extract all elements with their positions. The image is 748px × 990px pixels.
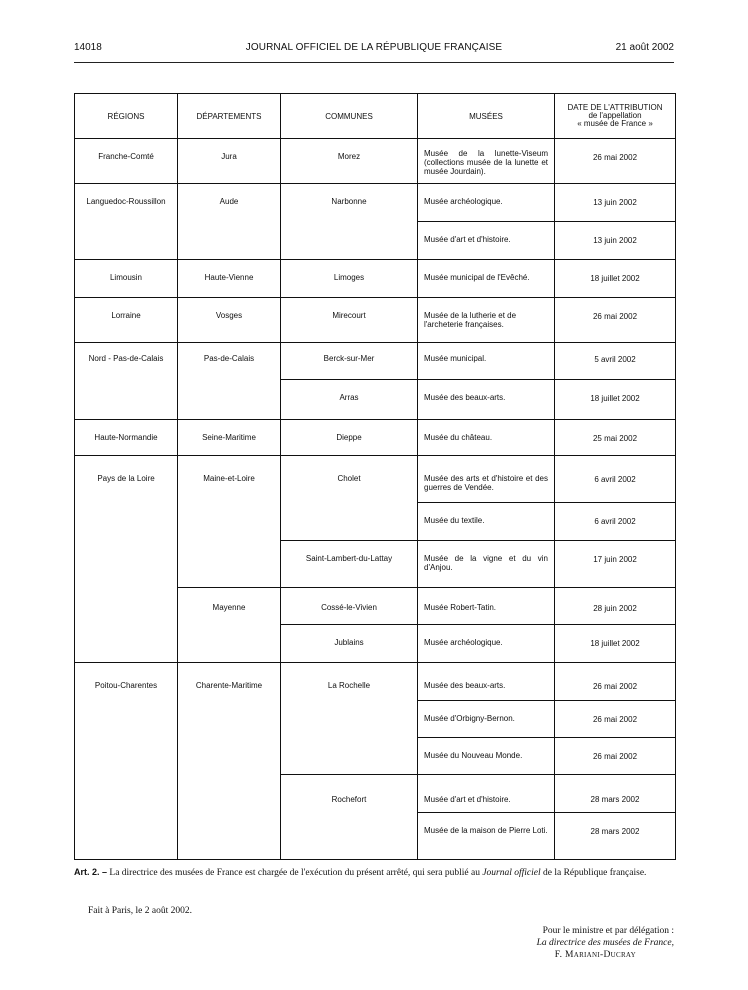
col-header-communes: COMMUNES <box>281 94 418 139</box>
page-number: 14018 <box>74 42 102 53</box>
date-cell: 25 mai 2002 <box>555 420 676 456</box>
commune-cell: Arras <box>281 380 418 420</box>
commune-cell: Limoges <box>281 260 418 298</box>
commune-cell: La Rochelle <box>281 663 418 775</box>
musee-cell: Musée d'art et d'histoire. <box>418 222 555 260</box>
table-row <box>75 184 676 222</box>
commune-cell: Narbonne <box>281 184 418 260</box>
commune-cell: Dieppe <box>281 420 418 456</box>
musee-cell: Musée de la lunette-Viseum (collections musée de la lunette et musée Jourdain). <box>418 139 555 184</box>
col-header-date <box>555 94 676 139</box>
region-cell: Lorraine <box>75 298 178 343</box>
signature-block <box>434 925 674 961</box>
commune-cell: Mirecourt <box>281 298 418 343</box>
date-cell: 5 avril 2002 <box>555 343 676 380</box>
date-cell: 17 juin 2002 <box>555 541 676 588</box>
departement-cell: Vosges <box>178 298 281 343</box>
departement-cell: Maine-et-Loire <box>178 456 281 588</box>
table-row <box>75 456 676 503</box>
musee-cell: Musée de la maison de Pierre Loti. <box>418 813 555 860</box>
table-row <box>75 260 676 298</box>
departement-cell: Aude <box>178 184 281 260</box>
date-cell: 26 mai 2002 <box>555 298 676 343</box>
musee-cell: Musée des beaux-arts. <box>418 663 555 701</box>
article-label: Art. 2. – <box>74 867 108 877</box>
departement-cell: Pas-de-Calais <box>178 343 281 420</box>
commune-cell: Jublains <box>281 625 418 663</box>
musee-cell: Musée du château. <box>418 420 555 456</box>
article-2 <box>74 866 674 879</box>
article-text-after: de la République française. <box>543 868 647 878</box>
region-cell: Poitou-Charentes <box>75 663 178 860</box>
commune-cell: Cossé-le-Vivien <box>281 588 418 625</box>
commune-cell: Rochefort <box>281 775 418 860</box>
table-row <box>75 663 676 701</box>
page-header <box>74 42 674 56</box>
musee-cell: Musée archéologique. <box>418 184 555 222</box>
date-cell: 18 juillet 2002 <box>555 380 676 420</box>
region-cell: Haute-Normandie <box>75 420 178 456</box>
signature-line2: La directrice des musées de France, <box>536 938 674 948</box>
departement-cell: Charente-Maritime <box>178 663 281 860</box>
issue-date: 21 août 2002 <box>615 42 674 53</box>
header-rule <box>74 62 674 63</box>
musee-cell: Musée de la lutherie et de l'archeterie françaises. <box>418 298 555 343</box>
musee-cell: Musée municipal. <box>418 343 555 380</box>
musee-cell: Musée d'Orbigny-Bernon. <box>418 701 555 738</box>
journal-name: Journal officiel <box>482 868 541 878</box>
table-row <box>75 343 676 380</box>
commune-cell: Berck-sur-Mer <box>281 343 418 380</box>
date-cell: 13 juin 2002 <box>555 184 676 222</box>
musee-cell: Musée d'art et d'histoire. <box>418 775 555 813</box>
date-cell: 26 mai 2002 <box>555 738 676 775</box>
region-cell: Franche-Comté <box>75 139 178 184</box>
date-cell: 6 avril 2002 <box>555 456 676 503</box>
date-cell: 28 juin 2002 <box>555 588 676 625</box>
musee-cell: Musée des arts et d'histoire et des guerres de Vendée. <box>418 456 555 503</box>
table-header-row <box>75 94 676 139</box>
region-cell: Limousin <box>75 260 178 298</box>
departement-cell: Mayenne <box>178 588 281 663</box>
journal-title: JOURNAL OFFICIEL DE LA RÉPUBLIQUE FRANÇAISE <box>245 42 503 53</box>
date-cell: 13 juin 2002 <box>555 222 676 260</box>
commune-cell: Saint-Lambert-du-Lattay <box>281 541 418 588</box>
date-cell: 26 mai 2002 <box>555 663 676 701</box>
musee-cell: Musée Robert-Tatin. <box>418 588 555 625</box>
date-cell: 18 juillet 2002 <box>555 625 676 663</box>
region-cell: Languedoc-Roussillon <box>75 184 178 260</box>
commune-cell: Cholet <box>281 456 418 541</box>
musee-cell: Musée de la vigne et du vin d'Anjou. <box>418 541 555 588</box>
col-header-musees: MUSÉES <box>418 94 555 139</box>
region-cell: Nord - Pas-de-Calais <box>75 343 178 420</box>
date-header-line3: « musée de France » <box>577 119 653 128</box>
region-cell: Pays de la Loire <box>75 456 178 663</box>
departement-cell: Haute-Vienne <box>178 260 281 298</box>
musee-cell: Musée municipal de l'Evêché. <box>418 260 555 298</box>
musee-cell: Musée du textile. <box>418 503 555 541</box>
musee-cell: Musée archéologique. <box>418 625 555 663</box>
departement-cell: Seine-Maritime <box>178 420 281 456</box>
table-row <box>75 139 676 184</box>
table-row <box>75 420 676 456</box>
col-header-regions: RÉGIONS <box>75 94 178 139</box>
departement-cell: Jura <box>178 139 281 184</box>
musee-cell: Musée des beaux-arts. <box>418 380 555 420</box>
date-cell: 18 juillet 2002 <box>555 260 676 298</box>
signature-name: F. Mariani-Ducray <box>554 950 636 960</box>
date-cell: 6 avril 2002 <box>555 503 676 541</box>
col-header-departements: DÉPARTEMENTS <box>178 94 281 139</box>
done-at: Fait à Paris, le 2 août 2002. <box>88 906 192 916</box>
date-header-line1: DATE DE L'ATTRIBUTION <box>567 103 663 112</box>
table-row <box>75 298 676 343</box>
museums-table <box>74 93 676 860</box>
date-cell: 28 mars 2002 <box>555 775 676 813</box>
signature-line1: Pour le ministre et par délégation : <box>542 926 674 936</box>
musee-cell: Musée du Nouveau Monde. <box>418 738 555 775</box>
date-cell: 26 mai 2002 <box>555 139 676 184</box>
date-cell: 28 mars 2002 <box>555 813 676 860</box>
article-text-before: La directrice des musées de France est chargée de l'exécution du présent arrêté, qui sera publié au <box>109 868 480 878</box>
commune-cell: Morez <box>281 139 418 184</box>
date-header-line2: de l'appellation <box>588 111 642 120</box>
date-cell: 26 mai 2002 <box>555 701 676 738</box>
